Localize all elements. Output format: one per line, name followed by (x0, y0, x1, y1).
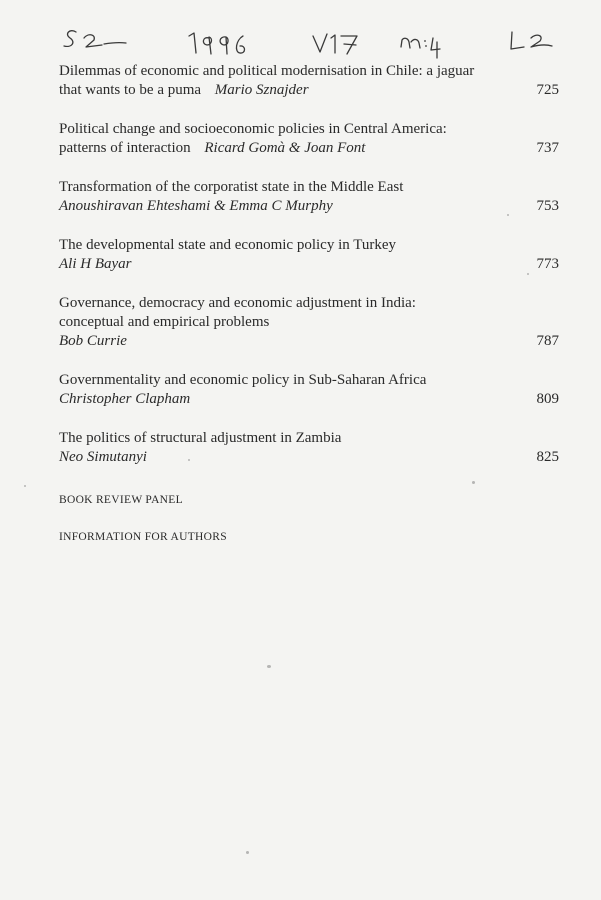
scan-speck (527, 273, 529, 275)
page-number: 773 (536, 256, 559, 272)
information-for-authors-heading: INFORMATION FOR AUTHORS (59, 531, 227, 543)
page-number: 787 (536, 333, 559, 349)
article-author: Anoushiravan Ehteshami & Emma C Murphy (59, 198, 333, 214)
article-title: Political change and socioeconomic policies in Central America: (59, 121, 447, 137)
contents-entry (59, 371, 559, 409)
contents-entry (59, 62, 559, 100)
table-of-contents (59, 62, 559, 467)
article-title-continued: conceptual and empirical problems (59, 314, 270, 330)
page-number: 725 (536, 82, 559, 98)
contents-entry (59, 120, 559, 158)
article-author: Neo Simutanyi (59, 449, 147, 465)
book-review-panel-heading: BOOK REVIEW PANEL (59, 494, 183, 506)
scan-speck (507, 214, 509, 216)
scan-speck (246, 851, 249, 854)
article-title: Transformation of the corporatist state in the Middle East (59, 179, 404, 195)
article-title: Governance, democracy and economic adjustment in India: (59, 295, 416, 311)
page-number: 825 (536, 449, 559, 465)
scan-speck (267, 665, 271, 668)
scan-speck (24, 485, 26, 487)
scan-speck (472, 481, 475, 484)
page-number: 737 (536, 140, 559, 156)
article-author: Ricard Gomà & Joan Font (204, 140, 366, 156)
article-author: Ali H Bayar (59, 256, 132, 272)
contents-entry (59, 429, 559, 467)
article-author: Christopher Clapham (59, 391, 191, 407)
handwritten-mark-l2 (511, 32, 552, 49)
handwritten-annotations (0, 0, 601, 70)
scan-speck (188, 459, 190, 461)
article-author: Bob Currie (59, 333, 127, 349)
handwritten-mark-v17 (313, 34, 357, 54)
handwritten-mark-1996 (189, 33, 245, 54)
handwritten-mark-n4 (401, 38, 440, 58)
handwritten-mark-s2 (64, 31, 126, 47)
contents-entry (59, 178, 559, 216)
article-title: Governmentality and economic policy in Sub-Saharan Africa (59, 372, 427, 388)
contents-entry (59, 294, 559, 351)
article-title: The politics of structural adjustment in Zambia (59, 430, 342, 446)
article-title-continued: patterns of interaction (59, 140, 191, 156)
article-title: The developmental state and economic policy in Turkey (59, 237, 397, 253)
page-number: 809 (536, 391, 559, 407)
article-title-continued: that wants to be a puma (59, 82, 202, 98)
contents-entry (59, 236, 559, 274)
page-number: 753 (536, 198, 559, 214)
article-title: Dilemmas of economic and political modernisation in Chile: a jaguar (59, 63, 475, 79)
article-author: Mario Sznajder (214, 82, 309, 98)
